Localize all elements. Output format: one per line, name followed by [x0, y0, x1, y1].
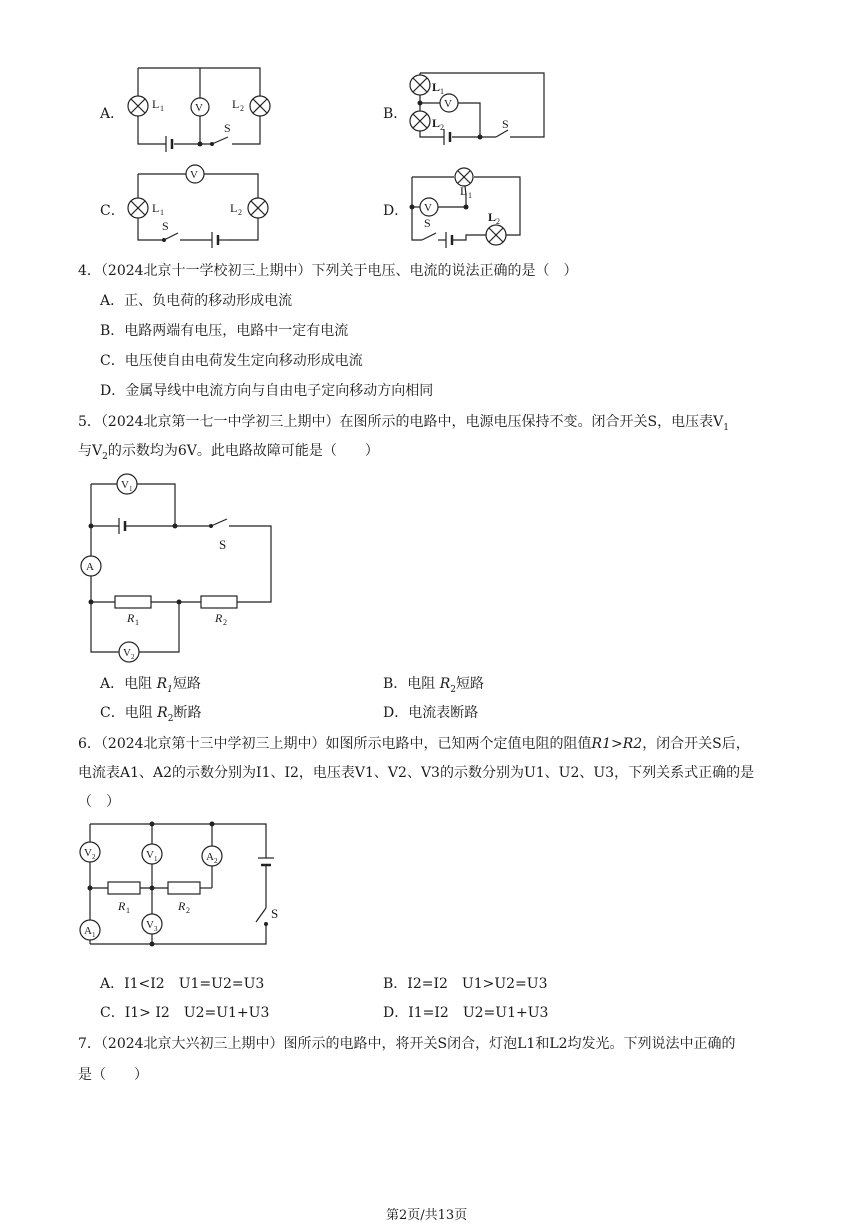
svg-text:A: A [84, 925, 92, 937]
question-5-stem-line1: 5．（2024北京第一七一中学初三上期中）在图所示的电路中，电源电压保持不变。闭合开关S，电压表$V_1$ [78, 414, 729, 433]
q3-option-a-label: A． [100, 106, 125, 122]
svg-text:2: 2 [186, 906, 190, 915]
question-6-option-c: C．I1> I2 U2=U1+U3 [100, 1005, 270, 1021]
svg-text:3: 3 [154, 925, 158, 933]
svg-text:R: R [178, 899, 186, 913]
question-4-option-b: B．电路两端有电压，电路中一定有电流 [100, 323, 349, 339]
question-6-line2: 电流表A1、A2的示数分别为I1、I2，电压表V1、V2、V3的示数分别为U1、U2、U3，下列关系式正确的是 [78, 765, 755, 781]
svg-text:V: V [123, 647, 131, 659]
question-7-line1: 7．（2024北京大兴初三上期中）图所示的电路中，将开关S闭合，灯泡L1和L2均发光。下列说法中正确的 [78, 1036, 736, 1052]
svg-text:1: 1 [154, 855, 158, 863]
svg-text:1: 1 [92, 931, 96, 939]
question-4-stem: 4．（2024北京十一学校初三上期中）下列关于电压、电流的说法正确的是（ ） [78, 263, 578, 279]
page-footer: 第2页/共13页 [386, 1208, 468, 1223]
question-5-circuit [75, 470, 285, 665]
svg-text:S: S [424, 216, 431, 230]
svg-text:L: L [488, 210, 497, 224]
svg-text:1: 1 [468, 191, 472, 200]
svg-text:1: 1 [129, 485, 133, 493]
svg-text:V: V [444, 98, 452, 110]
svg-text:1: 1 [126, 906, 130, 915]
question-6-option-b: B．I2=I2 U1>U2=U3 [383, 976, 548, 992]
svg-text:2: 2 [240, 104, 244, 113]
q3-option-b-label: B． [383, 106, 408, 122]
svg-text:L: L [432, 116, 441, 130]
svg-text:S: S [162, 219, 169, 233]
svg-text:L: L [152, 97, 160, 111]
svg-text:1: 1 [160, 104, 164, 113]
svg-text:1: 1 [440, 87, 444, 96]
svg-text:V: V [190, 169, 198, 181]
svg-text:V: V [424, 202, 432, 214]
question-6-line3: （ ） [78, 794, 120, 810]
svg-text:2: 2 [92, 853, 96, 861]
svg-text:2: 2 [223, 618, 227, 627]
question-5-option-c: C．电阻 $R_2$断路 [100, 705, 202, 724]
svg-text:2: 2 [496, 217, 500, 226]
svg-text:V: V [146, 919, 154, 931]
q3-option-c-label: C． [100, 203, 125, 219]
q3-circuit-d [400, 165, 530, 250]
question-4-option-a: A．正、负电荷的移动形成电流 [100, 293, 293, 309]
svg-text:2: 2 [131, 653, 135, 661]
question-5-option-d: D．电流表断路 [383, 705, 479, 721]
q3-circuit-c [120, 160, 290, 250]
question-6-circuit [72, 818, 282, 953]
svg-text:L: L [232, 97, 240, 111]
svg-text:V: V [121, 479, 129, 491]
question-6-option-d: D．I1=I2 U2=U1+U3 [383, 1005, 549, 1021]
q3-circuit-b [400, 65, 550, 145]
question-5-stem-line2: 与$V_2$的示数均为6V。此电路故障可能是（ ） [78, 443, 379, 462]
svg-text:S: S [224, 121, 231, 135]
voltmeter-label: V [195, 102, 203, 114]
question-4-option-d: D．金属导线中电流方向与自由电子定向移动方向相同 [100, 383, 434, 399]
svg-text:1: 1 [135, 618, 139, 627]
svg-text:S: S [502, 117, 509, 131]
svg-text:R: R [127, 611, 135, 625]
svg-text:L: L [432, 80, 441, 94]
q3-circuit-a [120, 60, 290, 155]
svg-text:L: L [230, 201, 238, 215]
q3-option-d-label: D． [383, 203, 409, 219]
svg-text:V: V [84, 847, 92, 859]
question-6-option-a: A．I1<I2 U1=U2=U3 [100, 976, 265, 992]
svg-text:L: L [460, 184, 468, 198]
question-6-line1: 6．（2024北京第十三中学初三上期中）如图所示电路中，已知两个定值电阻的阻值R1>R2，闭合开关S后， [78, 736, 750, 752]
svg-text:2: 2 [214, 857, 218, 865]
svg-text:R: R [118, 899, 126, 913]
question-5-option-a: A．电阻 $R_1$短路 [100, 676, 201, 695]
svg-text:A: A [206, 851, 214, 863]
svg-text:R: R [215, 611, 223, 625]
svg-text:S: S [271, 906, 279, 921]
svg-text:L: L [152, 201, 160, 215]
svg-text:V: V [146, 849, 154, 861]
svg-text:S: S [219, 537, 227, 552]
question-5-option-b: B．电阻 $R_2$短路 [383, 676, 485, 695]
svg-text:2: 2 [238, 208, 242, 217]
question-7-line2: 是（ ） [78, 1067, 148, 1083]
question-4-option-c: C．电压使自由电荷发生定向移动形成电流 [100, 353, 363, 369]
svg-text:1: 1 [160, 208, 164, 217]
svg-text:2: 2 [440, 123, 444, 132]
svg-text:A: A [86, 561, 94, 573]
